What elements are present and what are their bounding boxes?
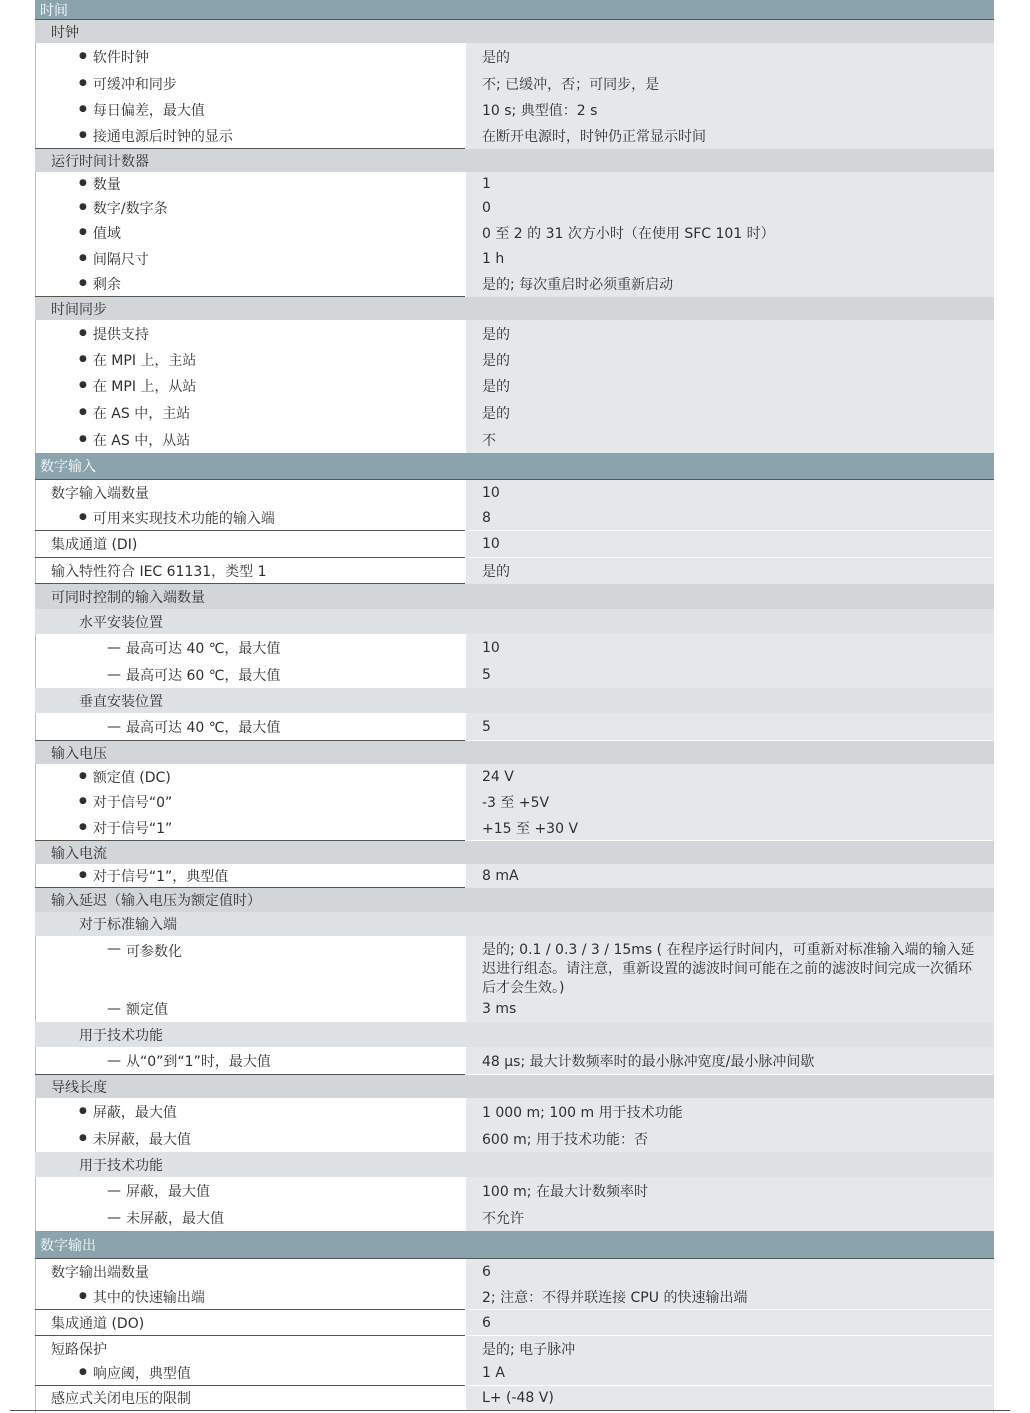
row-sync-as-slave: ● 在 AS 中，从站 不	[35, 426, 994, 453]
row-di-integrated: 集成通道 (DI) 10	[35, 531, 994, 557]
row-counter-number: ● 数字/数字条 0	[35, 196, 994, 220]
subheader-clock: 时钟	[35, 20, 994, 43]
row-do-count: 数字输出端数量 6	[35, 1259, 994, 1284]
row-sync-mpi-master: ● 在 MPI 上，主站 是的	[35, 347, 994, 373]
subheader-current: 输入电流	[35, 841, 994, 864]
row-daily-deviation: ● 每日偏差，最大值 10 s; 典型值：2 s	[35, 97, 994, 123]
row-do-inductive: 感应式关闭电压的限制 L+ (-48 V)	[35, 1386, 994, 1410]
row-counter-interval: ● 间隔尺寸 1 h	[35, 246, 994, 271]
row-sync-supported: ● 提供支持 是的	[35, 320, 994, 347]
section-digital-input: 数字输入	[35, 453, 994, 479]
row-di-unshielded: ● 未屏蔽，最大值 600 m; 用于技术功能：否	[35, 1125, 994, 1152]
row-counter-count: ● 数量 1	[35, 172, 994, 196]
section-digital-output: 数字输出	[35, 1231, 994, 1258]
row-di-count: 数字输入端数量 10	[35, 480, 994, 505]
row-do-integrated: 集成通道 (DO) 6	[35, 1310, 994, 1335]
subheader-cable: 导线长度	[35, 1075, 994, 1098]
row-software-clock: ● 软件时钟 是的	[35, 43, 994, 70]
row-do-short-circuit: 短路保护 是的; 电子脉冲	[35, 1336, 994, 1361]
row-di-cur-sig1: ● 对于信号“1”，典型值 8 mA	[35, 864, 994, 888]
row-do-threshold: ● 响应阈，典型值 1 A	[35, 1361, 994, 1385]
subheader-cable-tech: 用于技术功能	[35, 1152, 994, 1177]
subheader-vertical: 垂直安装位置	[35, 688, 994, 713]
row-do-fast: ● 其中的快速输出端 2; 注意：不得并联连接 CPU 的快速输出端	[35, 1284, 994, 1309]
subheader-voltage: 输入电压	[35, 741, 994, 764]
bottom-rule	[10, 1410, 1010, 1411]
row-di-v40: — 最高可达 40 ℃，最大值 5	[35, 713, 994, 740]
subheader-time-sync: 时间同步	[35, 297, 994, 320]
spec-sheet	[35, 0, 994, 1413]
row-di-rated-dc: ● 额定值 (DC) 24 V	[35, 764, 994, 789]
row-counter-retentive: ● 剩余 是的; 每次重启时必须重新启动	[35, 271, 994, 297]
row-di-iec: 输入特性符合 IEC 61131，类型 1 是的	[35, 558, 994, 584]
row-di-rated: — 额定值 3 ms	[35, 996, 994, 1022]
row-di-sig0: ● 对于信号“0” -3 至 +5V	[35, 789, 994, 815]
row-display-after-power: ● 接通电源后时钟的显示 在断开电源时，时钟仍正常显示时间	[35, 123, 994, 149]
subheader-std-inputs: 对于标准输入端	[35, 912, 994, 936]
row-di-h40: — 最高可达 40 ℃，最大值 10	[35, 634, 994, 661]
subheader-horizontal: 水平安装位置	[35, 609, 994, 634]
row-di-sig1: ● 对于信号“1” +15 至 +30 V	[35, 815, 994, 840]
row-sync-as-master: ● 在 AS 中，主站 是的	[35, 399, 994, 426]
row-counter-range: ● 值域 0 至 2 的 31 次方小时（在使用 SFC 101 时）	[35, 220, 994, 246]
subheader-tech-func: 用于技术功能	[35, 1022, 994, 1047]
row-sync-mpi-slave: ● 在 MPI 上，从站 是的	[35, 373, 994, 399]
section-time: 时间	[35, 0, 994, 19]
row-di-t-shielded: — 屏蔽，最大值 100 m; 在最大计数频率时	[35, 1177, 994, 1204]
row-di-shielded: ● 屏蔽，最大值 1 000 m; 100 m 用于技术功能	[35, 1098, 994, 1125]
row-di-parametrizable: — 可参数化 是的; 0.1 / 0.3 / 3 / 15ms ( 在程序运行时间内，可重新对标准输入端的输入延迟进行组态。请注意，重新设置的滤波时间可能在之前的滤波时间完成一次循环后才会生效。)	[35, 936, 994, 996]
subheader-runtime-counter: 运行时间计数器	[35, 149, 994, 172]
subheader-delay: 输入延迟（输入电压为额定值时）	[35, 888, 994, 912]
row-di-t-unshielded: — 未屏蔽，最大值 不允许	[35, 1204, 994, 1231]
row-buffer-sync: ● 可缓冲和同步 不; 已缓冲，否；可同步，是	[35, 70, 994, 97]
row-di-tech-usable: ● 可用来实现技术功能的输入端 8	[35, 505, 994, 530]
subheader-simultaneous: 可同时控制的输入端数量	[35, 584, 994, 609]
row-di-zero-to-one: — 从“0”到“1”时，最大值 48 μs; 最大计数频率时的最小脉冲宽度/最小脉冲间歇	[35, 1047, 994, 1074]
row-di-h60: — 最高可达 60 ℃，最大值 5	[35, 661, 994, 688]
